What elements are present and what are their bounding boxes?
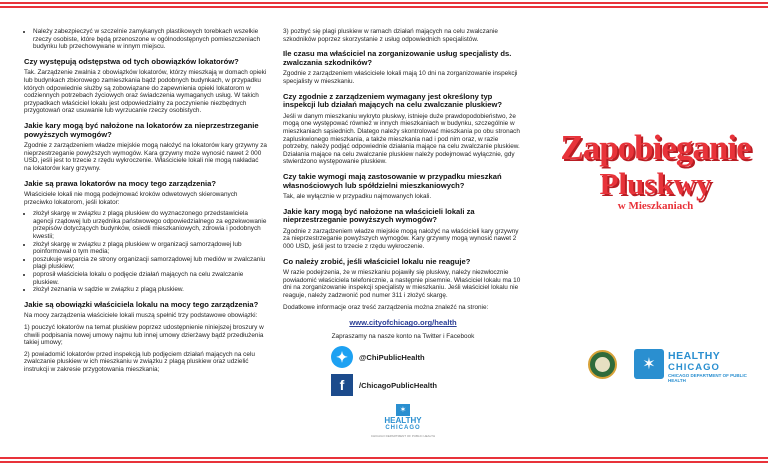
top-stripe (0, 2, 768, 4)
title-prevention: Zapobieganie (560, 128, 751, 167)
list-item: • poprosił właściciela lokalu o podjęcie działań mających na celu zwalczanie pluskiew. (33, 271, 267, 286)
heading-exemptions: Czy występują odstępstwa od tych obowiązków lokatorów? (24, 56, 239, 66)
healthy-chicago-logo-small: ✶ HEALTHY CHICAGO CHICAGO DEPARTMENT OF PUBLIC HEALTH (370, 405, 436, 438)
paragraph-landlord-duties: Na mocy zarządzenia właściciele lokali muszą spełnić trzy podstawowe obowiązki: (24, 312, 258, 320)
heading-time-limit: Ile czasu ma właściciel na zorganizowanie usług specjalisty ds. zwalczania szkodników? (283, 49, 512, 67)
social-invite: Zapraszamy na nasze konto na Twitter i Facebook (331, 332, 475, 340)
left-column (24, 28, 267, 378)
twitter-handle[interactable]: @ChiPublicHealth (359, 352, 425, 362)
paragraph-condos: Tak, ale wyłącznie w przypadku najmowanych lokali. (283, 193, 432, 201)
website-link[interactable]: www.cityofchicago.org/health (349, 318, 457, 328)
star-icon: ✶ (396, 404, 410, 416)
middle-column (283, 28, 523, 440)
paragraph-duty-2: 2) powiadomić lokatorów przed inspekcją lub podjęciem działań mających na celu zwalczanie pluskiew w ich mieszkaniu w związku z plagą pluskiew oraz udzielić instrukcji w zakresie przygotowania mieszkania; (24, 350, 255, 373)
paragraph-duty-3: 3) pozbyć się plagi pluskiew w ramach działań mających na celu zwalczanie szkodników poprzez skorzystanie z usług odpowiednich specjalistów. (283, 28, 498, 43)
heading-landlord-duties: Jakie są obowiązki właściciela lokalu na mocy tego zarządzenia? (24, 299, 259, 309)
paragraph-tenant-rights: Właściciele lokali nie mogą podejmować kroków odwetowych skierowanych przeciwko lokatorom, jeśli lokator: (24, 191, 238, 206)
twitter-icon: ✦ (331, 346, 353, 368)
title-bedbugs: Pluskwy (599, 166, 712, 201)
heading-landlord-fines: Jakie kary mogą być nałożone na właścicieli lokali za nieprzestrzeganie powyższych wymogów? (283, 206, 475, 225)
paragraph-exemptions: Tak. Zarządzenie zwalnia z obowiązków lokatorów, którzy mieszkają w domach opieki lub budynkach zbiorowego zamieszkania bądź podobnych budynkach, w przypadku których odpowiednie służby są zobowiązane do zapewnienia opieki lokatorom w codziennych potrzebach życiowych oraz świadczenia wymaganych usług. W takich przypadkach właściciel lokalu jest odpowiedzialny za poczynienie niezbędnych przygotowań oraz usuwanie lub wyrzucanie rzeczy osobistych. (24, 69, 267, 115)
bottom-stripe-2 (0, 461, 768, 463)
heading-tenant-fines: Jakie kary mogą być nałożone na lokatorów za nieprzestrzeganie powyższych wymogów? (24, 120, 259, 139)
paragraph-inspection-type: Jeśli w danym mieszkaniu wykryto pluskwy, istnieje duże prawdopodobieństwo, że mogą one występować również w innych mieszkaniach w budynku, szczególnie w mieszkaniach sąsiednich. Dlatego należy skontrolować mieszkania po obu stronach zapluskwionego mieszkania, a także mieszkania nad i pod nim oraz, w razie potrzeby, należy podjąć odpowiednie działania mające na celu zwalczanie pluskiew. Działania mające na celu zwalczanie pluskiew należy podejmować wyłącznie, gdy stwierdzono występowanie pluskiew. (283, 112, 520, 166)
top-stripe-2 (0, 6, 768, 8)
tenant-rights-list (24, 210, 267, 294)
list-item: • złożył skargę w związku z plagą pluskiew w organizacji samorządowej lub poinformował o tym media; (33, 241, 267, 256)
list-item: • złożył zeznania w sądzie w związku z plagą pluskiew. (33, 286, 267, 294)
heading-condos: Czy takie wymogi mają zastosowanie w przypadku mieszkań własnościowych lub spółdzielni mieszkaniowych? (283, 171, 502, 190)
paragraph-tenant-fines: Zgodnie z zarządzeniem władze miejskie mogą nałożyć na lokatorów kary grzywny za nieprzestrzeganie powyższych wymogów. Kara grzywny może wynosić nawet 2 000 USD, jeśli jest to trzecie z rzędu wykroczenie. Właściciele lokali nie mogą nakładać na lokatorów kary grzywny. (24, 142, 267, 172)
intro-bullet: • Należy zabezpieczyć w szczelnie zamykanych plastikowych torebkach wszelkie rzeczy osobiste, które będą przenoszone w ogólnodostępnych pomieszczeniach budynku lub przechowywane w innym miejscu. (33, 28, 267, 51)
paragraph-more-info: Dodatkowe informacje oraz treść zarządzenia można znaleźć na stronie: (283, 303, 489, 311)
heading-tenant-rights: Jakie są prawa lokatorów na mocy tego zarządzenia? (24, 178, 217, 188)
heading-inspection-type: Czy zgodnie z zarządzeniem wymagany jest określony typ inspekcji lub działań mających na celu zwalczanie pluskiew? (283, 91, 503, 110)
title-in-apartments: w Mieszkaniach (617, 200, 694, 212)
star-logo-icon: ✶ (634, 349, 664, 379)
paragraph-landlord-fines: Zgodnie z zarządzeniem władze miejskie mogą nałożyć na właścicieli kary grzywny za nieprzestrzeganie powyższych wymogów. Kary grzywny mogą wynosić nawet 2 000 USD, jeśli jest to trzecie z rzędu wykroczenie. (283, 227, 519, 251)
paragraph-time-limit: Zgodnie z zarządzeniem właściciele lokali mają 10 dni na zorganizowanie inspekcji specjalisty w mieszkaniu. (283, 70, 518, 85)
twitter-row[interactable] (331, 346, 523, 368)
healthy-chicago-logo: HEALTHY CHICAGO CHICAGO DEPARTMENT OF PUBLIC HEALTH (668, 350, 747, 383)
bottom-stripe (0, 457, 768, 459)
facebook-icon: f (331, 374, 353, 396)
paragraph-duty-1: 1) pouczyć lokatorów na temat pluskiew poprzez udostępnienie niniejszej broszury w chwili podpisania nowej umowy najmu lub innej umowy dzierżawy bądź przedłużenia takiej umowy; (24, 324, 264, 347)
heading-no-response: Co należy zrobić, jeśli właściciel lokalu nie reaguje? (283, 256, 471, 266)
list-item: • poszukuje wsparcia ze strony organizacji samorządowej lub mediów w zwalczaniu plagi pluskiew; (33, 256, 267, 271)
list-item: • złożył skargę w związku z plagą pluskiew do wyznaczonego przedstawiciela agencji rządowej lub urzędnika państwowego odpowiedzialnego za egzekwowanie przepisów dotyczących budynków, osiedli mieszkaniowych, zdrowia i podobnych kwestii; (33, 210, 267, 240)
facebook-row[interactable] (331, 374, 523, 396)
facebook-handle[interactable]: /ChicagoPublicHealth (359, 380, 438, 390)
paragraph-no-response: W razie podejrzenia, że w mieszkaniu pojawiły się pluskwy, należy niezwłocznie powiadomić właściciela telefonicznie, a następnie pisemnie. Właściciel lokalu ma 10 dni na zorganizowanie inspekcji specjalisty w mieszkaniu. Jeśli właściciel lokalu nie reaguje, należy zadzwonić pod numer 311 i złożyć skargę. (283, 269, 521, 300)
city-seal-icon (588, 350, 617, 379)
